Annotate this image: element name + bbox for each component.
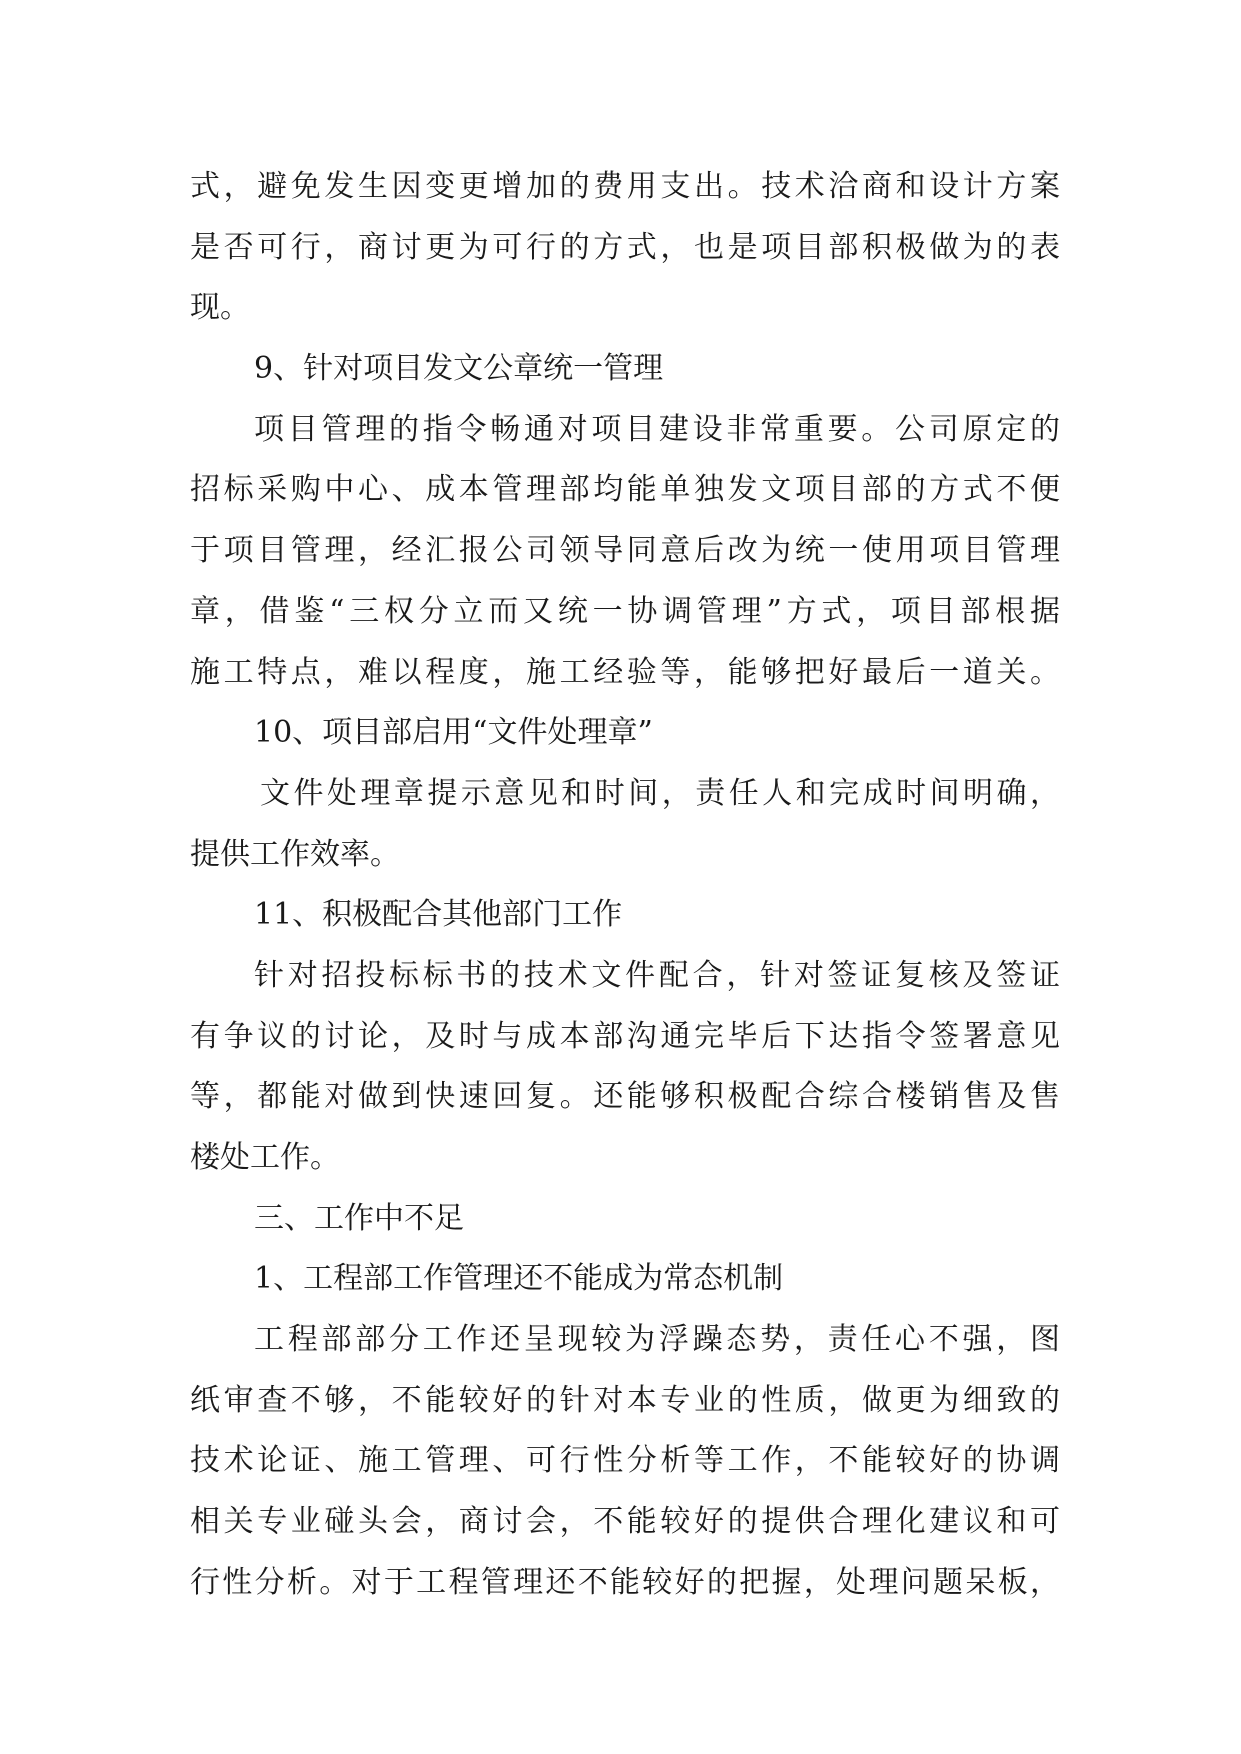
section-heading: 11、积极配合其他部门工作 [254, 897, 623, 933]
body-line: 现。 [190, 290, 250, 326]
paragraph-first-line: 工程部部分工作还呈现较为浮躁态势，责任心不强，图 [254, 1322, 1060, 1358]
body-line: 有争议的讨论，及时与成本部沟通完毕后下达指令签署意见 [190, 1018, 1060, 1054]
section-heading: 三、工作中不足 [254, 1200, 464, 1236]
body-line: 行性分析。对于工程管理还不能较好的把握，处理问题呆板， [190, 1564, 1060, 1600]
body-line: 纸审查不够，不能较好的针对本专业的性质，做更为细致的 [190, 1382, 1060, 1418]
body-line: 招标采购中心、成本管理部均能单独发文项目部的方式不便 [190, 472, 1060, 508]
section-heading: 9、针对项目发文公章统一管理 [254, 351, 664, 387]
body-line: 于项目管理，经汇报公司领导同意后改为统一使用项目管理 [190, 533, 1060, 569]
paragraph-first-line: 项目管理的指令畅通对项目建设非常重要。公司原定的 [254, 411, 1060, 447]
section-heading: 10、项目部启用“文件处理章” [254, 715, 653, 751]
body-line: 技术论证、施工管理、可行性分析等工作，不能较好的协调 [190, 1443, 1060, 1479]
body-line: 是否可行，商讨更为可行的方式，也是项目部积极做为的表 [190, 229, 1060, 265]
body-line: 等，都能对做到快速回复。还能够积极配合综合楼销售及售 [190, 1079, 1060, 1115]
body-line: 施工特点，难以程度，施工经验等，能够把好最后一道关。 [190, 654, 1060, 690]
body-line: 楼处工作。 [190, 1140, 340, 1175]
body-line: 式，避免发生因变更增加的费用支出。技术洽商和设计方案 [190, 169, 1060, 204]
paragraph-first-line: 针对招投标标书的技术文件配合，针对签证复核及签证 [254, 957, 1060, 993]
document-body [190, 157, 1060, 1614]
body-line: 章，借鉴“三权分立而又统一协调管理”方式，项目部根据 [190, 593, 1060, 629]
body-line: 提供工作效率。 [190, 836, 400, 872]
section-heading: 1、工程部工作管理还不能成为常态机制 [254, 1261, 784, 1297]
paragraph-first-line: 文件处理章提示意见和时间，责任人和完成时间明确， [260, 775, 1060, 811]
body-line: 相关专业碰头会，商讨会，不能较好的提供合理化建议和可 [190, 1504, 1060, 1540]
